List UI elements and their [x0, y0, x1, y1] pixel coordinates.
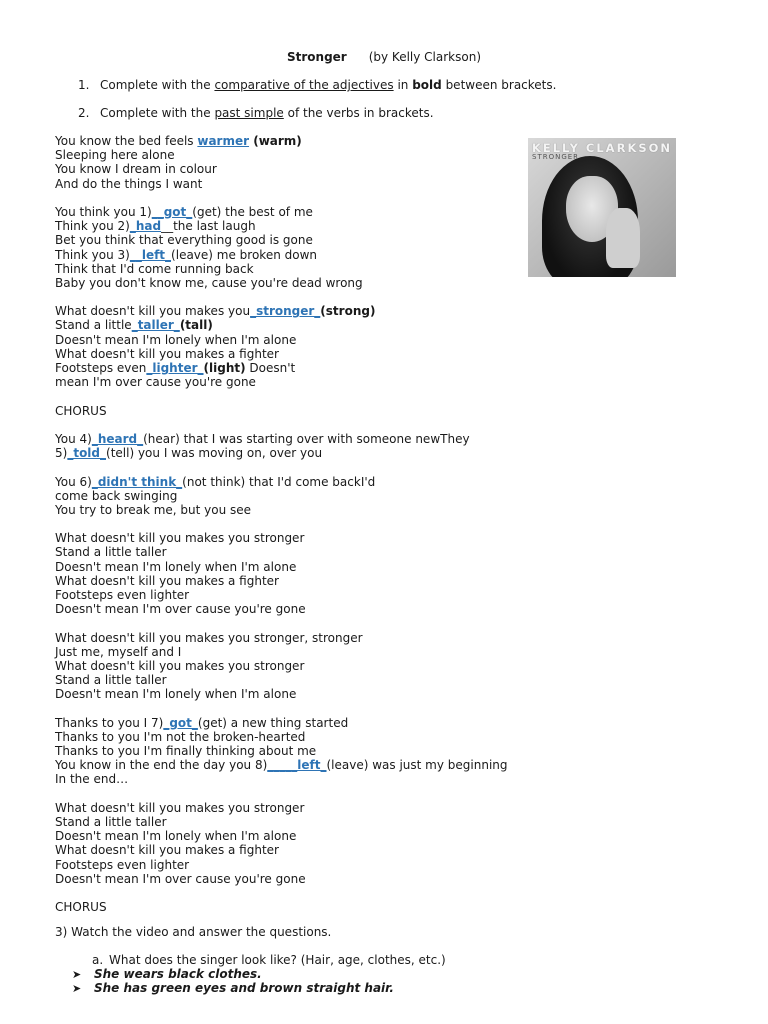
- lyric-line: Footsteps even lighter: [55, 588, 190, 602]
- chorus-label: CHORUS: [55, 900, 107, 915]
- album-artist-text: KELLY CLARKSON: [531, 141, 673, 155]
- lyric-line: You know the bed feels warmer (warm): [55, 134, 302, 148]
- answer-blank: _____left_: [267, 758, 327, 773]
- lyric-line: Thanks to you I'm not the broken-hearted: [55, 729, 306, 744]
- answer-bullet: ➤ She has green eyes and brown straight hair.: [72, 981, 394, 995]
- lyric-line: You think you 1)__got_(get) the best of me: [55, 204, 313, 219]
- lyric-line: You try to break me, but you see: [55, 502, 252, 517]
- lyric-line: Stand a little taller: [55, 545, 167, 560]
- arrow-bullet-icon: ➤: [72, 968, 82, 981]
- lyric-line: Think you 3)__left_(leave) me broken down: [55, 247, 317, 262]
- lyric-line: You 6)_didn't think_(not think) that I'd come backI'd: [55, 474, 376, 489]
- lyric-line: Just me, myself and I: [55, 644, 182, 659]
- song-byline: (by Kelly Clarkson): [368, 50, 482, 64]
- answer-blank: warmer: [197, 134, 250, 148]
- answer-bullet: ➤ She wears black clothes.: [72, 967, 262, 981]
- lyric-line: Doesn't mean I'm lonely when I'm alone: [55, 829, 297, 844]
- lyric-line: You know in the end the day you 8)_____left_(leave) was just my beginning: [55, 758, 508, 773]
- lyric-line: What doesn't kill you makes you_stronger_(strong): [55, 304, 376, 319]
- question-a: a. What does the singer look like? (Hair, age, clothes, etc.): [92, 953, 446, 967]
- lyric-line: Doesn't mean I'm over cause you're gone: [55, 871, 306, 886]
- answer-blank: __left_: [129, 247, 172, 262]
- lyric-line: What doesn't kill you makes you stronger: [55, 658, 305, 673]
- lyric-line: 5)_told_(tell) you I was moving on, over you: [55, 446, 323, 461]
- lyric-line: What doesn't kill you makes a fighter: [55, 573, 279, 588]
- answer-blank: _stronger_: [250, 304, 321, 319]
- album-title-text: STRONGER: [532, 153, 580, 161]
- lyric-line: Doesn't mean I'm lonely when I'm alone: [55, 559, 297, 574]
- lyric-line: Stand a little_taller_(tall): [55, 318, 213, 333]
- lyric-line: Doesn't mean I'm over cause you're gone: [55, 602, 306, 617]
- lyric-line: Footsteps even_lighter_(light) Doesn't: [55, 361, 296, 375]
- lyric-line: What doesn't kill you makes you stronger, stronger: [55, 630, 363, 645]
- answer-blank: __got_: [151, 204, 193, 219]
- lyric-line: What doesn't kill you makes a fighter: [55, 843, 279, 858]
- lyric-line: Thanks to you I 7)_got_(get) a new thing started: [55, 715, 349, 730]
- answer-blank: _had: [129, 219, 162, 234]
- instruction-1: 1. Complete with the comparative of the adjectives in bold between brackets.: [78, 78, 557, 92]
- lyric-line: You know I dream in colour: [55, 162, 217, 177]
- lyric-line: Think that I'd come running back: [55, 261, 254, 276]
- lyric-line: Footsteps even lighter: [55, 857, 190, 872]
- song-title-line: [0, 49, 768, 65]
- album-cover-image: [528, 138, 676, 277]
- lyric-line: Bet you think that everything good is gone: [55, 233, 313, 248]
- answer-blank: _didn't think_: [91, 474, 183, 489]
- answer-blank: _heard_: [91, 431, 144, 446]
- arrow-bullet-icon: ➤: [72, 982, 82, 995]
- chorus-label: CHORUS: [55, 403, 107, 418]
- answer-blank: _told_: [67, 446, 107, 461]
- lyric-line: What doesn't kill you makes a fighter: [55, 346, 279, 361]
- lyric-line: Baby you don't know me, cause you're dead wrong: [55, 275, 363, 290]
- lyric-line: Thanks to you I'm finally thinking about me: [55, 744, 317, 759]
- lyric-line: In the end…: [55, 772, 129, 787]
- lyric-line: mean I'm over cause you're gone: [55, 375, 256, 390]
- lyrics: [55, 134, 525, 914]
- lyric-line: What doesn't kill you makes you stronger: [55, 800, 305, 815]
- answer-blank: _lighter_: [146, 361, 204, 375]
- lyric-line: You 4)_heard_(hear) that I was starting over with someone newThey: [55, 431, 470, 446]
- lyric-line: And do the things I want: [55, 176, 203, 191]
- song-title: Stronger: [286, 50, 347, 64]
- lyric-line: Stand a little taller: [55, 815, 167, 829]
- instruction-2: 2. Complete with the past simple of the verbs in brackets.: [78, 106, 434, 120]
- lyric-line: What doesn't kill you makes you stronger: [55, 531, 305, 546]
- answer-blank: _taller_: [131, 318, 180, 333]
- lyric-line: Doesn't mean I'm lonely when I'm alone: [55, 332, 297, 347]
- section-3-heading: 3) Watch the video and answer the questions.: [55, 925, 332, 939]
- answer-blank: _got_: [163, 715, 198, 730]
- lyric-line: come back swinging: [55, 488, 178, 503]
- lyric-line: Doesn't mean I'm lonely when I'm alone: [55, 687, 297, 702]
- lyric-line: Think you 2)_had__the last laugh: [55, 219, 256, 234]
- lyric-line: Sleeping here alone: [55, 148, 175, 163]
- lyric-line: Stand a little taller: [55, 673, 167, 688]
